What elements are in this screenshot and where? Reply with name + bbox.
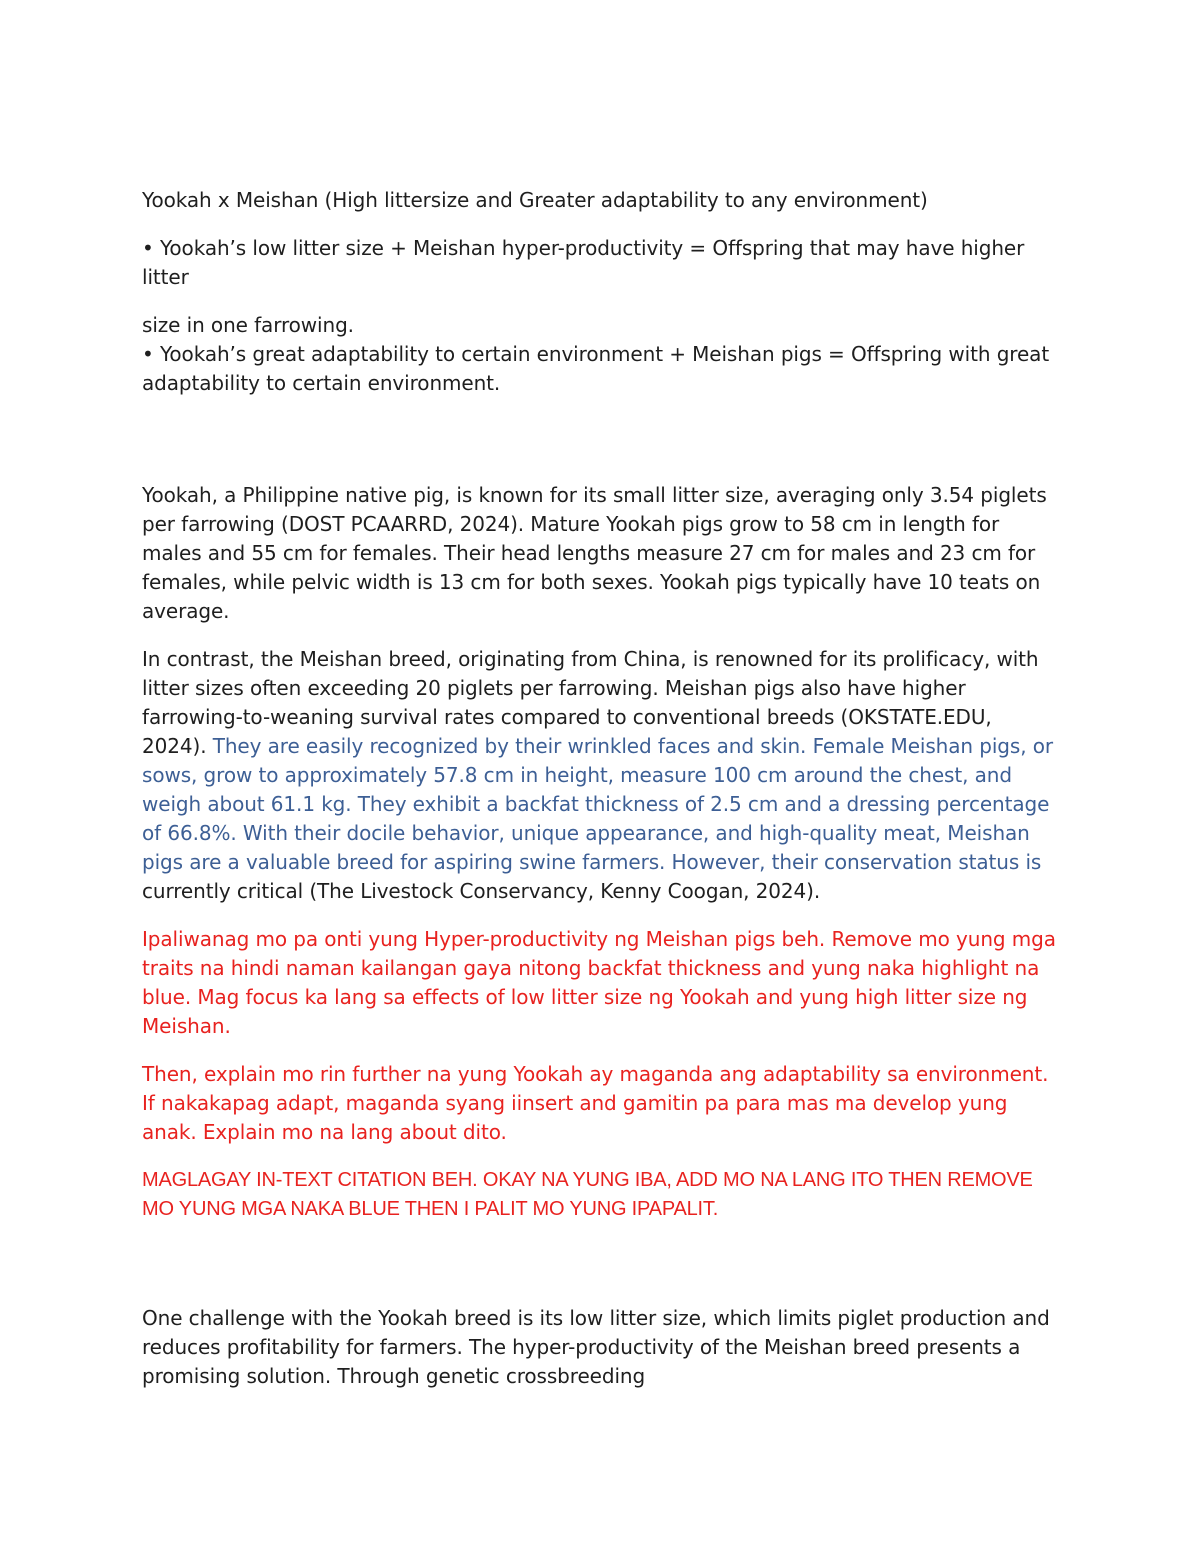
- meishan-text-end: currently critical (The Livestock Conservancy, Kenny Coogan, 2024).: [142, 879, 821, 903]
- paragraph-yookah: Yookah, a Philippine native pig, is known for its small litter size, averaging only 3.54 piglets per farrowing (DOST PCAARRD, 2024). Mature Yookah pigs grow to 58 cm in length for males and 55 cm for females. Their head lengths measure 27 cm for males and 23 cm for females, while pelvic width is 13 cm for both sexes. Yookah pigs typically have 10 teats on average.: [142, 483, 1047, 623]
- highlighted-blue-text: They are easily recognized by their wrinkled faces and skin. Female Meishan pigs, or sows, grow to approximately 57.8 cm in height, measure 100 cm around the chest, and weigh about 61.1 kg. They exhibit a backfat thickness of 2.5 cm and a dressing percentage of 66.8%. With their docile behavior, unique appearance, and high-quality meat, Meishan pigs are a valuable breed for aspiring swine farmers. However, their conservation status is: [142, 734, 1053, 874]
- reviewer-comment-3: MAGLAGAY IN-TEXT CITATION BEH. OKAY NA YUNG IBA, ADD MO NA LANG ITO THEN REMOVE MO YUNG MGA NAKA BLUE THEN I PALIT MO YUNG IPAPALIT.: [142, 1169, 1033, 1220]
- paragraph-meishan: [142, 645, 1062, 906]
- bullet-litter-size: • Yookah’s low litter size + Meishan hyper-productivity = Offspring that may have higher litter: [142, 236, 1025, 289]
- section-title: Yookah x Meishan (High littersize and Greater adaptability to any environment): [142, 188, 928, 212]
- meishan-text: In contrast, the Meishan breed, originating from China, is renowned for its prolificacy, with litter sizes often exceeding 20 piglets per farrowing. Meishan pigs also have higher farrowing-to-weaning survival rates compared to conventional breeds (OKSTATE.EDU, 2024).: [142, 647, 1039, 758]
- bullet-litter-size-continued: size in one farrowing.: [142, 313, 354, 337]
- paragraph-challenge: One challenge with the Yookah breed is its low litter size, which limits piglet production and reduces profitability for farmers. The hyper-productivity of the Meishan breed presents a promising solution. Through genetic crossbreeding: [142, 1306, 1050, 1388]
- reviewer-comment-1: Ipaliwanag mo pa onti yung Hyper-productivity ng Meishan pigs beh. Remove mo yung mga traits na hindi naman kailangan gaya nitong backfat thickness and yung naka highlight na blue. Mag focus ka lang sa effects of low litter size ng Yookah and yung high litter size ng Meishan.: [142, 927, 1056, 1038]
- bullet-adaptability: • Yookah’s great adaptability to certain environment + Meishan pigs = Offspring with great adaptability to certain environment.: [142, 342, 1050, 395]
- reviewer-comment-2: Then, explain mo rin further na yung Yookah ay maganda ang adaptability sa environment. If nakakapag adapt, maganda syang iinsert and gamitin pa para mas ma develop yung anak. Explain mo na lang about dito.: [142, 1062, 1049, 1144]
- document-page: [142, 186, 1062, 1391]
